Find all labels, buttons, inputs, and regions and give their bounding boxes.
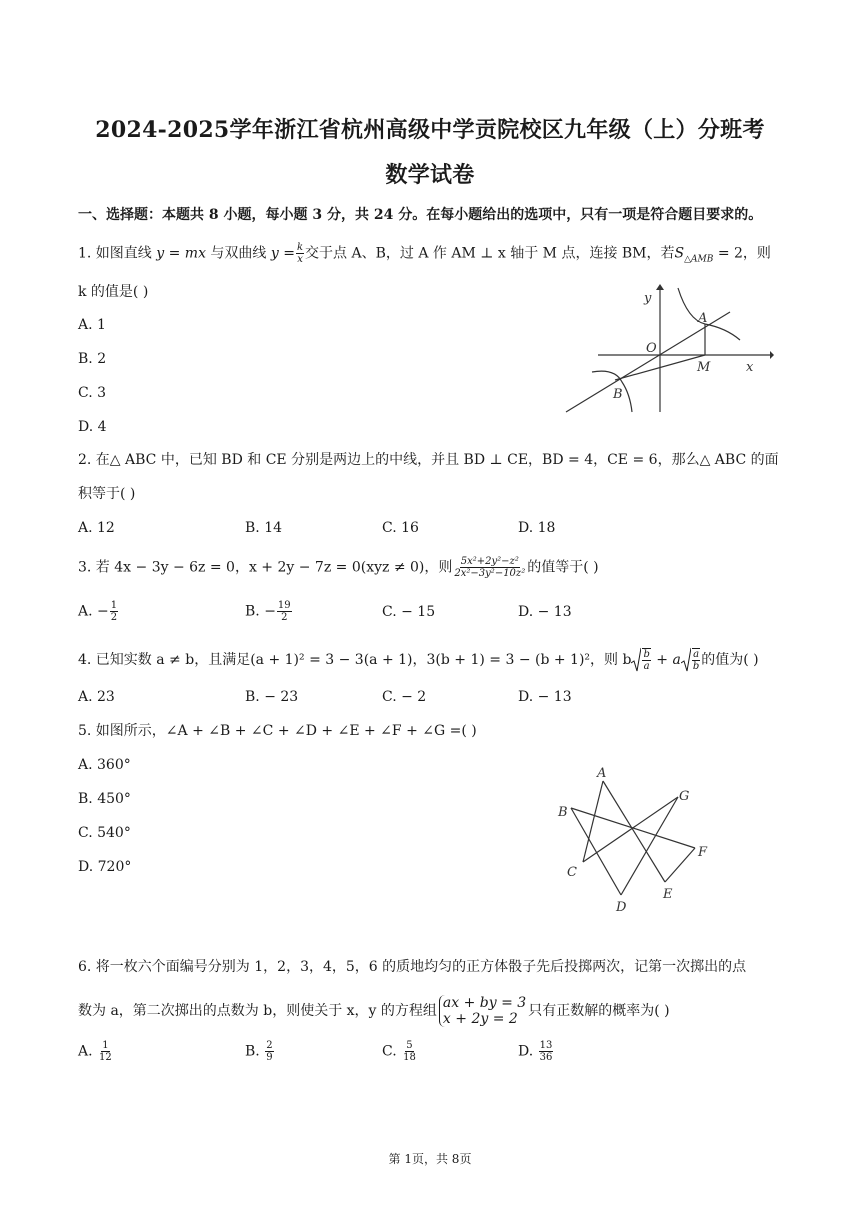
q6-opt-b-prefix: B. <box>245 1043 265 1060</box>
q5-figure <box>550 762 720 914</box>
label-c: C <box>567 865 577 880</box>
exam-subtitle: 数学试卷 <box>385 162 475 188</box>
q4-sqrt-2-frac <box>692 648 700 672</box>
question-2-stem: 2. 在△ ABC 中，已知 BD 和 CE 分别是两边上的中线，并且 BD ⊥ CE，BD = 4，CE = 6，那么△ ABC 的面 <box>78 452 779 468</box>
q6-opt-c-num: 5 <box>406 1040 413 1051</box>
q6-opt-d-prefix: D. <box>518 1043 538 1060</box>
question-6-stem: 6. 将一枚六个面编号分别为 1，2，3，4，5，6 的质地均匀的正方体骰子先后投掷两次，记第一次掷出的点 <box>78 959 747 975</box>
q6-option-c[interactable] <box>382 1040 418 1063</box>
q1-fraction <box>296 242 304 265</box>
q4-option-c[interactable]: C. − 2 <box>382 689 427 705</box>
q5-option-b[interactable]: B. 450° <box>78 791 131 807</box>
q1-frac-num: k <box>296 242 304 253</box>
q3-opt-a-den: 2 <box>110 612 118 623</box>
q4-sq2-den: b <box>692 661 700 672</box>
q6-option-b[interactable] <box>245 1040 275 1063</box>
hyperbola-branch-1 <box>678 288 740 340</box>
q2-option-b[interactable]: B. 14 <box>245 520 283 536</box>
label-o: O <box>646 341 657 356</box>
q1-option-b[interactable]: B. 2 <box>78 351 107 367</box>
q5-option-d[interactable]: D. 720° <box>78 859 132 875</box>
q6-opt-a-den: 12 <box>99 1052 112 1063</box>
edge-ab <box>571 797 678 808</box>
question-1-stem-line2: k 的值是( ) <box>78 284 149 300</box>
q5-option-c[interactable]: C. 540° <box>78 825 131 841</box>
q3-option-d[interactable]: D. − 13 <box>518 604 572 620</box>
x-axis-arrow <box>770 351 774 359</box>
q4-sq1-den: a <box>643 661 650 672</box>
label-y: y <box>644 291 652 306</box>
q6-opt-c-prefix: C. <box>382 1043 402 1060</box>
label-a: A <box>597 766 607 781</box>
section-heading: 一、选择题：本题共 8 小题，每小题 3 分，共 24 分。在每小题给出的选项中，只有一项是符合题目要求的。 <box>78 207 763 223</box>
q6-sys-eq2: x + 2y = 2 <box>442 1011 518 1027</box>
q6-opt-d-fraction <box>539 1040 554 1063</box>
label-m: M <box>697 360 711 375</box>
q1-eq-hyperbola: y = <box>270 245 295 262</box>
label-d: D <box>616 900 627 914</box>
q3-option-c[interactable]: C. − 15 <box>382 604 436 620</box>
q3-option-a[interactable] <box>78 600 119 623</box>
q6-opt-c-den: 18 <box>403 1052 416 1063</box>
q3-opt-b-num: 19 <box>277 600 291 611</box>
q6-opt-a-num: 1 <box>102 1040 109 1051</box>
q6-opt-a-fraction <box>98 1040 113 1063</box>
q1-text-d: = 2，则 <box>713 245 771 262</box>
q6-text-a: 数为 a，第二次掷出的点数为 b，则使关于 x，y 的方程组 <box>78 1003 437 1019</box>
q1-text-c: 交于点 A、B，过 A 作 AM ⊥ x 轴于 M 点，连接 BM，若 <box>305 245 675 262</box>
question-1-stem <box>78 242 771 269</box>
q1-option-c[interactable]: C. 3 <box>78 385 107 401</box>
label-b: B <box>558 805 568 820</box>
edge-ef <box>665 848 695 882</box>
y-axis-arrow <box>656 284 664 290</box>
q1-frac-den: x <box>297 254 303 265</box>
question-6-stem-line2 <box>78 995 670 1027</box>
q1-area-symbol: S <box>674 245 685 262</box>
edge-dg <box>621 797 678 895</box>
q4-mid: + a <box>651 652 681 668</box>
q6-opt-d-den: 36 <box>539 1052 553 1063</box>
question-2-stem-line2: 积等于( ) <box>78 486 136 502</box>
q4-option-d[interactable]: D. − 13 <box>518 689 572 705</box>
label-f: F <box>698 845 708 860</box>
q3-frac-num: 5x²+2y²−z² <box>460 556 519 567</box>
exam-title: 2024-2025学年浙江省杭州高级中学贡院校区九年级（上）分班考 <box>95 117 765 143</box>
q4-option-b[interactable]: B. − 23 <box>245 689 299 705</box>
q3-opt-a-prefix: A. − <box>78 603 109 620</box>
q1-option-a[interactable]: A. 1 <box>78 317 106 333</box>
q1-figure <box>560 282 780 414</box>
q2-option-d[interactable]: D. 18 <box>518 520 556 536</box>
question-3-stem <box>78 556 599 579</box>
q3-opt-a-num: 1 <box>110 600 118 611</box>
q2-option-c[interactable]: C. 16 <box>382 520 419 536</box>
q4-text-a: 4. 已知实数 a ≠ b，且满足(a + 1)² = 3 − 3(a + 1)，3(b + 1) = 3 − (b + 1)²，则 b <box>78 652 632 668</box>
q4-sq1-num: b <box>643 649 650 660</box>
q6-option-a[interactable] <box>78 1040 114 1063</box>
q3-opt-b-den: 2 <box>281 612 288 623</box>
q6-equation-system <box>439 995 526 1027</box>
label-b: B <box>613 387 623 402</box>
q6-opt-b-num: 2 <box>266 1040 273 1051</box>
q4-sqrt-2 <box>681 647 701 673</box>
q6-opt-c-fraction <box>402 1040 417 1063</box>
q3-opt-a-fraction <box>110 600 118 623</box>
q6-opt-d-num: 13 <box>539 1040 553 1051</box>
q1-eq-line: y = mx <box>156 245 206 262</box>
edge-ae <box>603 781 665 882</box>
q6-text-b: 只有正数解的概率为( ) <box>528 1003 670 1019</box>
q4-sqrt-1 <box>631 647 651 673</box>
q6-sys-eq1: ax + by = 3 <box>442 995 527 1011</box>
question-5-stem: 5. 如图所示，∠A + ∠B + ∠C + ∠D + ∠E + ∠F + ∠G =( ) <box>78 723 477 739</box>
q1-text-a: 1. 如图直线 <box>78 245 157 262</box>
q3-opt-b-prefix: B. − <box>245 603 276 620</box>
q4-option-a[interactable]: A. 23 <box>78 689 115 705</box>
label-x: x <box>746 360 754 375</box>
q3-text-b: 的值等于( ) <box>527 559 599 576</box>
q3-fraction <box>453 556 526 579</box>
q3-text-a: 3. 若 4x − 3y − 6z = 0，x + 2y − 7z = 0(xyz ≠ 0)，则 <box>78 559 453 576</box>
label-a: A <box>698 311 708 326</box>
q6-opt-b-den: 9 <box>266 1052 273 1063</box>
q1-option-d[interactable]: D. 4 <box>78 419 107 435</box>
label-e: E <box>663 887 673 902</box>
q3-opt-b-fraction <box>277 600 292 623</box>
q3-option-b[interactable] <box>245 600 293 623</box>
q6-option-d[interactable] <box>518 1040 554 1063</box>
page-footer: 第 1页，共 8页 <box>388 1152 472 1166</box>
q1-area-sub: △AMB <box>684 254 714 265</box>
q1-text-b: 与双曲线 <box>205 245 271 262</box>
question-4-stem <box>78 647 759 673</box>
q4-sqrt-1-frac <box>642 648 650 672</box>
label-g: G <box>679 789 690 804</box>
q4-sq2-num: a <box>693 649 700 660</box>
q5-option-a[interactable]: A. 360° <box>78 757 131 773</box>
edge-bd <box>571 808 621 895</box>
q4-text-b: 的值为( ) <box>701 652 759 668</box>
q6-opt-a-prefix: A. <box>78 1043 98 1060</box>
q3-frac-den: 2x²−3y²−10z² <box>454 568 526 579</box>
q6-opt-b-fraction <box>265 1040 273 1063</box>
q2-option-a[interactable]: A. 12 <box>78 520 115 536</box>
